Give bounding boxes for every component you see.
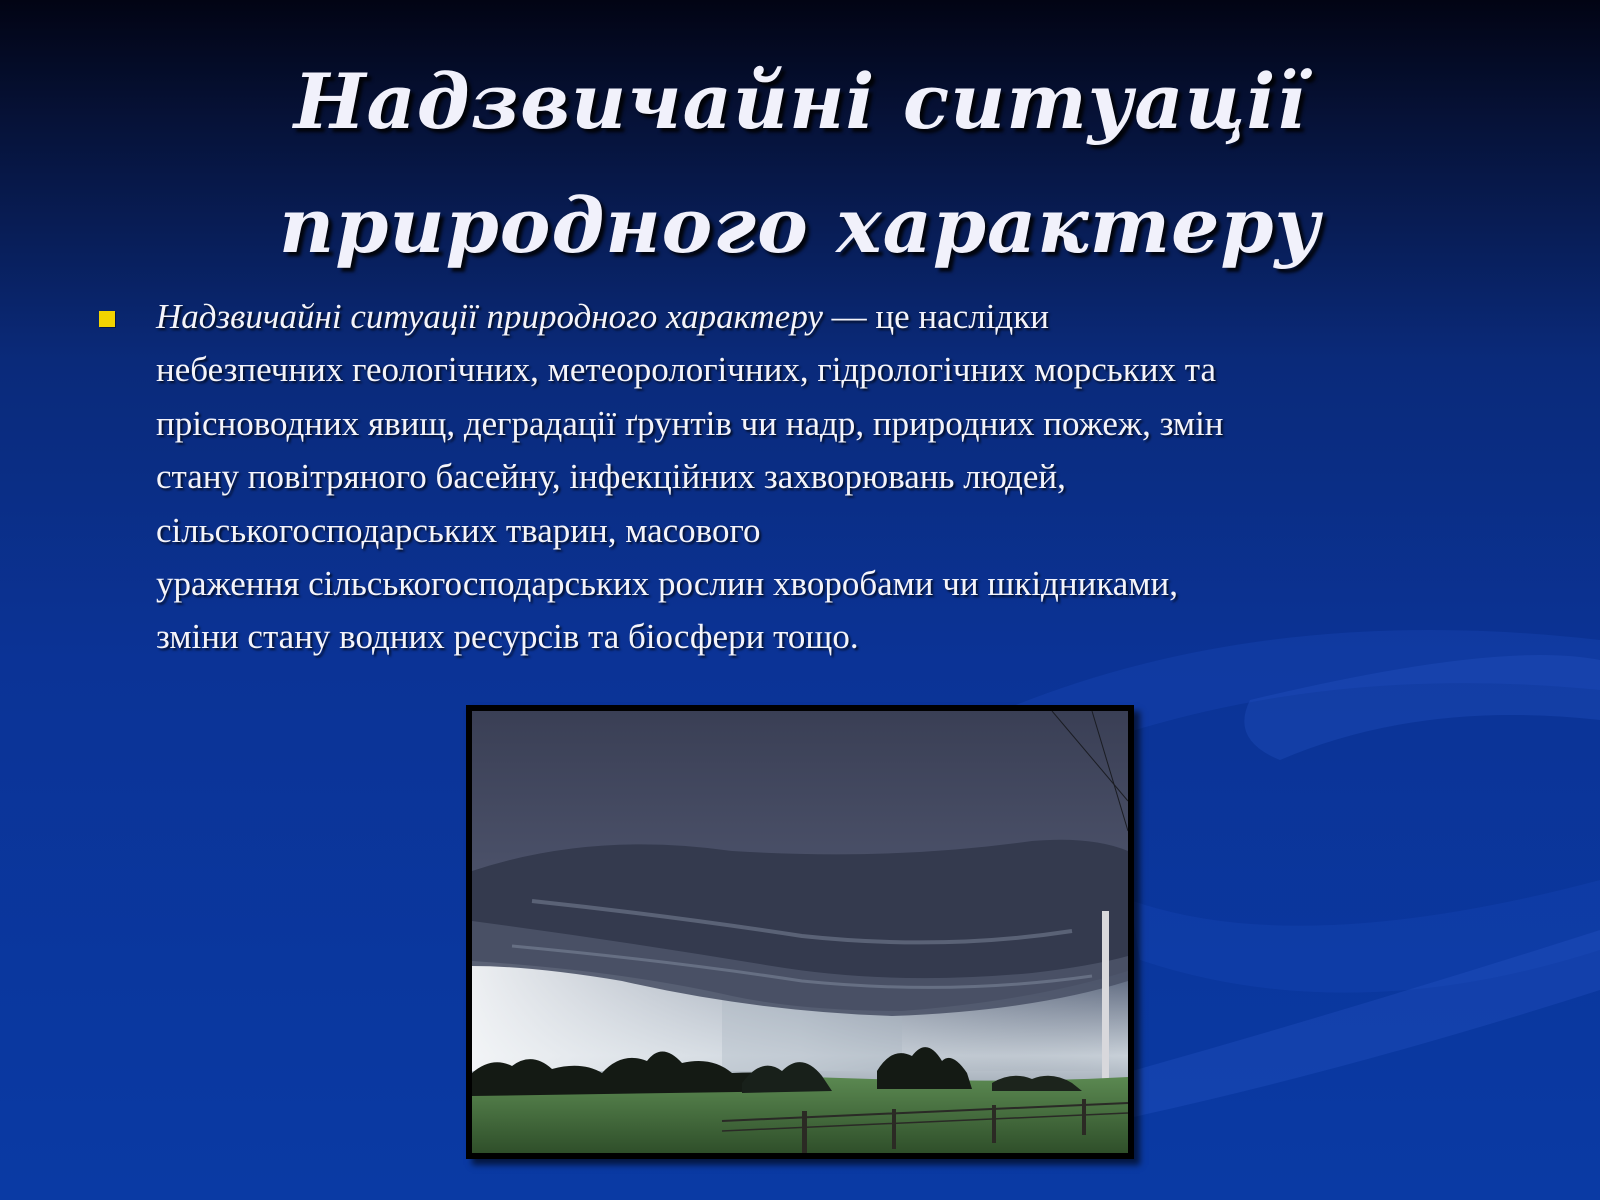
bullet-line-6: ураження сільськогосподарських рослин хворобами чи шкідниками, [156, 564, 1178, 604]
slide-title-line-1: Надзвичайні ситуації [293, 57, 1307, 146]
bullet-square-icon [99, 311, 115, 327]
storm-photo [466, 705, 1134, 1159]
slide-title [0, 40, 1600, 288]
storm-cloud-image [472, 711, 1128, 1153]
bullet-paragraph [156, 290, 1466, 664]
slide-title-line-2: природного характеру [278, 181, 1322, 270]
bullet-line-2: небезпечних геологічних, метеорологічних, гідрологічних морських та [156, 350, 1217, 390]
bullet-line-1-rest: — це наслідки [822, 297, 1049, 336]
bullet-line-3: прісноводних явищ, деградації ґрунтів чи надр, природних пожеж, змін [156, 403, 1224, 443]
bullet-line-4: стану повітряного басейну, інфекційних захворювань людей, [156, 457, 1066, 497]
bullet-line-7: зміни стану водних ресурсів та біосфери тощо. [156, 617, 859, 657]
bullet-line-5: сільськогосподарських тварин, масового [156, 510, 761, 550]
bullet-term: Надзвичайні ситуації природного характеру [156, 297, 823, 336]
